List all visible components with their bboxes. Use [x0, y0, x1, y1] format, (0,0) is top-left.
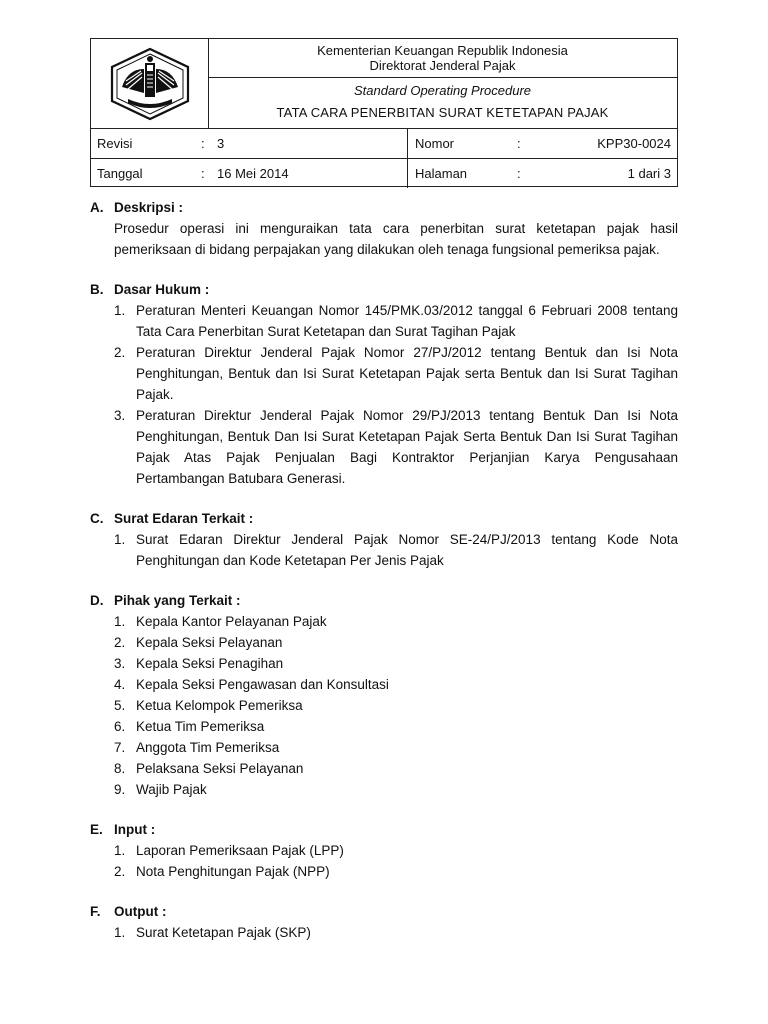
list-text: Kepala Kantor Pelayanan Pajak — [136, 614, 327, 629]
list-item — [114, 861, 678, 882]
list-number: 3. — [114, 408, 126, 423]
list-number: 8. — [114, 761, 126, 776]
org-line-1: Kementerian Keuangan Republik Indonesia — [317, 43, 568, 58]
org-line-2: Direktorat Jenderal Pajak — [369, 58, 516, 73]
section-paragraph: Prosedur operasi ini menguraikan tata cara penerbitan surat ketetapan pajak hasil pemeriksaan di bidang perpajakan yang dilakukan oleh tenaga fungsional pemeriksa pajak. — [114, 221, 678, 257]
header-row-revisi — [91, 128, 677, 159]
section-letter: D. — [90, 593, 104, 608]
list-item — [114, 922, 678, 943]
header-row-tanggal — [91, 158, 677, 188]
list-number: 1. — [114, 843, 126, 858]
section-deskripsi — [90, 197, 678, 260]
list-text: Kepala Seksi Penagihan — [136, 656, 284, 671]
list-number: 5. — [114, 698, 126, 713]
sop-title: TATA CARA PENERBITAN SURAT KETETAPAN PAJAK — [276, 105, 609, 120]
halaman-colon: : — [517, 166, 521, 181]
sop-label: Standard Operating Procedure — [353, 83, 532, 98]
list-number: 2. — [114, 635, 126, 650]
section-title — [90, 901, 678, 922]
list-item — [114, 300, 678, 342]
section-input — [90, 819, 678, 882]
list-text: Ketua Tim Pemeriksa — [136, 719, 265, 734]
list-text: Peraturan Direktur Jenderal Pajak Nomor 29/PJ/2013 tentang Bentuk Dan Isi Nota Penghitungan, Bentuk Dan Isi Surat Ketetapan Pajak Serta Bentuk Dan Isi Surat Tagihan Pajak Atas Pajak Penjualan Bagi Kontraktor Perjanjian Karya Pengusahaan Pertambangan Batubara Generasi. — [136, 408, 678, 486]
list-text: Nota Penghitungan Pajak (NPP) — [136, 864, 330, 879]
nomor-value: KPP30-0024 — [597, 136, 671, 151]
list-number: 1. — [114, 925, 126, 940]
section-title-text: Deskripsi : — [114, 200, 184, 215]
section-title — [90, 508, 678, 529]
tanggal-label: Tanggal — [97, 166, 143, 181]
list-number: 7. — [114, 740, 126, 755]
section-title — [90, 590, 678, 611]
list-item — [114, 405, 678, 489]
list-number: 9. — [114, 782, 126, 797]
section-dasar-hukum — [90, 279, 678, 489]
section-surat-edaran — [90, 508, 678, 571]
section-pihak-terkait — [90, 590, 678, 800]
list-item — [114, 653, 678, 674]
list-text: Kepala Seksi Pengawasan dan Konsultasi — [136, 677, 389, 692]
list-number: 2. — [114, 345, 126, 360]
revisi-value: 3 — [217, 136, 225, 151]
list-item — [114, 779, 678, 800]
sop-heading — [208, 78, 677, 128]
section-title-text: Surat Edaran Terkait : — [114, 511, 254, 526]
section-letter: E. — [90, 822, 103, 837]
revisi-colon: : — [201, 136, 205, 151]
section-letter: A. — [90, 200, 104, 215]
list-item — [114, 632, 678, 653]
tanggal-colon: : — [201, 166, 205, 181]
document-body — [90, 197, 678, 943]
list-text: Wajib Pajak — [136, 782, 207, 797]
section-title-text: Pihak yang Terkait : — [114, 593, 241, 608]
list-number: 2. — [114, 864, 126, 879]
revisi-label: Revisi — [97, 136, 133, 151]
halaman-label: Halaman — [415, 166, 468, 181]
list-text: Pelaksana Seksi Pelayanan — [136, 761, 304, 776]
nomor-label: Nomor — [415, 136, 455, 151]
list-item — [114, 342, 678, 405]
list-text: Laporan Pemeriksaan Pajak (LPP) — [136, 843, 344, 858]
list-text: Surat Ketetapan Pajak (SKP) — [136, 925, 311, 940]
halaman-value: 1 dari 3 — [627, 166, 671, 181]
list-item — [114, 716, 678, 737]
list-number: 1. — [114, 614, 126, 629]
list-text: Peraturan Menteri Keuangan Nomor 145/PMK.03/2012 tanggal 6 Februari 2008 tentang Tata Cara Penerbitan Surat Ketetapan dan Surat Tagihan Pajak — [136, 303, 678, 339]
list-text: Surat Edaran Direktur Jenderal Pajak Nomor SE-24/PJ/2013 tentang Kode Nota Penghitungan dan Kode Ketetapan Per Jenis Pajak — [136, 532, 678, 568]
list-item — [114, 840, 678, 861]
list-number: 4. — [114, 677, 126, 692]
list-item — [114, 695, 678, 716]
list-item — [114, 674, 678, 695]
organization-name — [208, 39, 677, 78]
section-letter: B. — [90, 282, 104, 297]
list-number: 1. — [114, 532, 126, 547]
list-item — [114, 611, 678, 632]
row-divider — [407, 129, 408, 159]
list-number: 3. — [114, 656, 126, 671]
list-text: Peraturan Direktur Jenderal Pajak Nomor 27/PJ/2012 tentang Bentuk dan Isi Nota Penghitungan, Bentuk dan Isi Surat Ketetapan Pajak serta Bentuk dan Isi Surat Tagihan Pajak. — [136, 345, 678, 402]
tanggal-value: 16 Mei 2014 — [217, 166, 289, 181]
list-number: 6. — [114, 719, 126, 734]
section-title — [90, 279, 678, 300]
ministry-of-finance-logo-icon — [108, 47, 192, 121]
section-title — [90, 197, 678, 218]
list-item — [114, 737, 678, 758]
section-title-text: Dasar Hukum : — [114, 282, 210, 297]
section-title — [90, 819, 678, 840]
section-title-text: Input : — [114, 822, 156, 837]
document-header-table — [90, 38, 678, 187]
list-text: Kepala Seksi Pelayanan — [136, 635, 283, 650]
section-title-text: Output : — [114, 904, 167, 919]
section-letter: F. — [90, 904, 101, 919]
list-item — [114, 758, 678, 779]
row-divider — [407, 159, 408, 188]
list-number: 1. — [114, 303, 126, 318]
list-item — [114, 529, 678, 571]
section-output — [90, 901, 678, 943]
list-text: Anggota Tim Pemeriksa — [136, 740, 280, 755]
section-letter: C. — [90, 511, 104, 526]
nomor-colon: : — [517, 136, 521, 151]
list-text: Ketua Kelompok Pemeriksa — [136, 698, 303, 713]
logo-cell — [91, 39, 209, 128]
